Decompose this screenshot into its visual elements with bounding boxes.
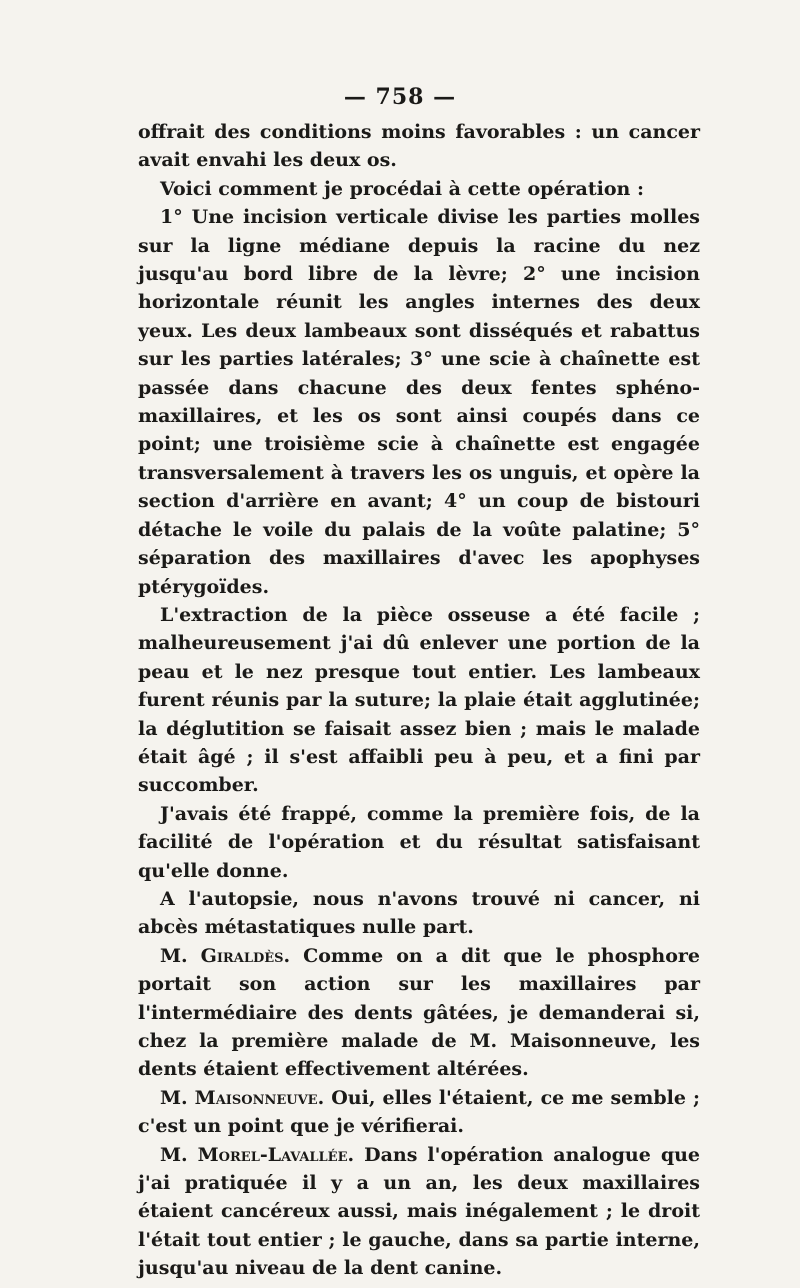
speech-giraldes: Comme on a dit que le phosphore portait son action sur les maxillaires par l'intermédiaire des dents gâtées, je demanderai si, chez la première malade de M. Maisonneuve, les dents étaient effectivement altérées.	[138, 944, 700, 1081]
paragraph-7	[138, 942, 700, 1084]
paragraph-1: offrait des conditions moins favorables : un cancer avait envahi les deux os.	[138, 121, 700, 172]
speech-morel-lavallee: Dans l'opération analogue que j'ai pratiquée il y a un an, les deux maxillaires étaient cancéreux aussi, mais inégalement ; le droit l'était tout entier ; le gauche, dans sa partie interne, jusqu'au niveau de la dent canine.	[138, 1143, 701, 1280]
paragraph-2: Voici comment je procédai à cette opération :	[160, 177, 644, 200]
page-number: — 758 —	[343, 84, 457, 110]
speaker-maisonneuve: M. Maisonneuve.	[160, 1086, 325, 1109]
speech-maisonneuve: Oui, elles l'étaient, ce me semble ; c'est un point que je vérifierai.	[138, 1086, 701, 1138]
body-text	[138, 118, 700, 1283]
paragraph-8	[138, 1084, 700, 1141]
paragraph-4: L'extraction de la pièce osseuse a été facile ; malheureusement j'ai dû enlever une portion de la peau et le nez presque tout entier. Les lambeaux furent réunis par la suture; la plaie était agglutinée; la déglutition se faisait assez bien ; mais le malade était âgé ; il s'est affaibli peu à peu, et a fini par succomber.	[138, 603, 700, 797]
paragraph-6: A l'autopsie, nous n'avons trouvé ni cancer, ni abcès métastatiques nulle part.	[138, 887, 700, 939]
speaker-giraldes: M. Giraldès.	[160, 944, 291, 967]
paragraph-5: J'avais été frappé, comme la première fois, de la facilité de l'opération et du résultat satisfaisant qu'elle donne.	[138, 802, 700, 882]
paragraph-3: 1° Une incision verticale divise les parties molles sur la ligne médiane depuis la racine du nez jusqu'au bord libre de la lèvre; 2° une incision horizontale réunit les angles internes des deux yeux. Les deux lambeaux sont disséqués et rabattus sur les parties latérales; 3° une scie à chaînette est passée dans chacune des deux fentes sphéno-maxillaires, et les os sont ainsi coupés dans ce point; une troisième scie à chaînette est engagée transversalement à travers les os unguis, et opère la section d'arrière en avant; 4° un coup de bistouri détache le voile du palais de la voûte palatine; 5° séparation des maxillaires d'avec les apophyses ptérygoïdes.	[138, 206, 700, 598]
speaker-morel-lavallee: M. Morel-Lavallée.	[160, 1143, 355, 1166]
paragraph-9	[138, 1141, 700, 1283]
